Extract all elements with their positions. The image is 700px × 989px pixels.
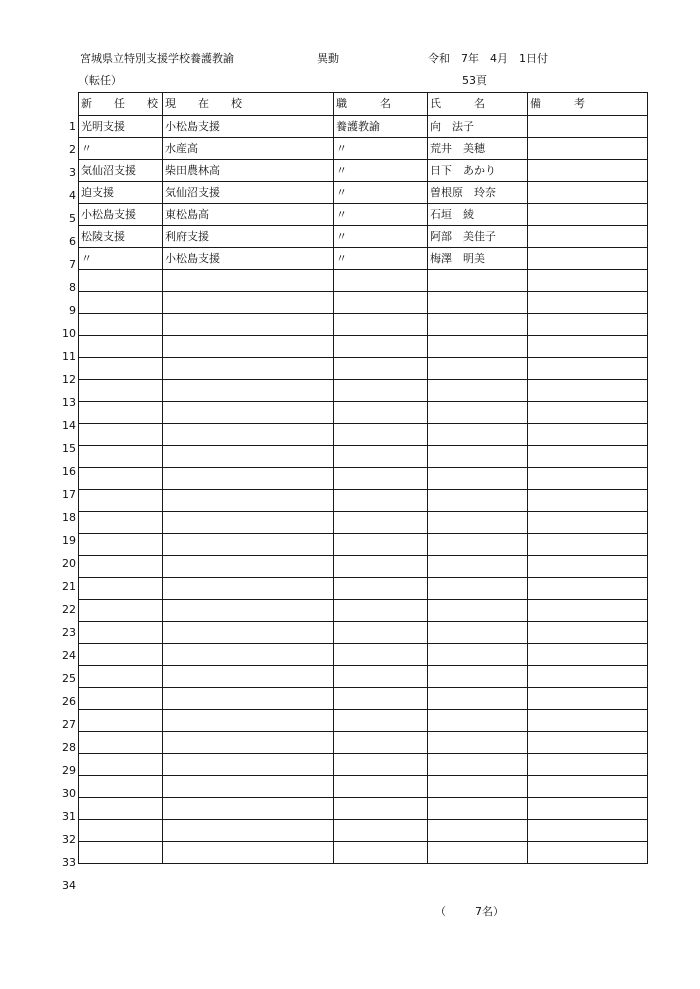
cell-position [334, 688, 428, 710]
cell-current-school: 水産高 [163, 138, 334, 160]
cell-position [334, 314, 428, 336]
cell-current-school [163, 380, 334, 402]
cell-note [528, 490, 648, 512]
table-row [79, 424, 648, 446]
cell-current-school [163, 534, 334, 556]
table-row [79, 710, 648, 732]
cell-name [428, 424, 528, 446]
cell-new-school [79, 732, 163, 754]
cell-new-school [79, 424, 163, 446]
cell-current-school [163, 644, 334, 666]
row-number: 21 [62, 580, 76, 593]
col-header-new-school: 新 任 校 [79, 93, 163, 116]
cell-new-school [79, 688, 163, 710]
cell-new-school [79, 578, 163, 600]
table-row [79, 402, 648, 424]
cell-note [528, 644, 648, 666]
cell-note [528, 446, 648, 468]
cell-note [528, 666, 648, 688]
cell-position [334, 776, 428, 798]
cell-name: 阿部 美佳子 [428, 226, 528, 248]
cell-new-school: 気仙沼支援 [79, 160, 163, 182]
cell-position: 〃 [334, 248, 428, 270]
table-row [79, 666, 648, 688]
cell-note [528, 468, 648, 490]
cell-current-school [163, 358, 334, 380]
table-row [79, 820, 648, 842]
cell-note [528, 732, 648, 754]
cell-new-school [79, 512, 163, 534]
cell-new-school [79, 336, 163, 358]
cell-new-school [79, 314, 163, 336]
cell-note [528, 270, 648, 292]
cell-position [334, 512, 428, 534]
cell-position [334, 578, 428, 600]
row-number: 24 [62, 649, 76, 662]
cell-name [428, 600, 528, 622]
cell-note [528, 622, 648, 644]
cell-note [528, 292, 648, 314]
transfer-category: （転任） [78, 74, 122, 87]
cell-current-school [163, 578, 334, 600]
row-number: 5 [69, 212, 76, 225]
cell-note [528, 798, 648, 820]
cell-name [428, 292, 528, 314]
cell-note [528, 226, 648, 248]
table-row [79, 226, 648, 248]
cell-position [334, 666, 428, 688]
cell-current-school [163, 424, 334, 446]
table-row [79, 842, 648, 864]
col-header-position: 職 名 [334, 93, 428, 116]
cell-new-school [79, 842, 163, 864]
table-row [79, 556, 648, 578]
cell-current-school [163, 270, 334, 292]
cell-new-school [79, 446, 163, 468]
cell-current-school [163, 600, 334, 622]
cell-note [528, 358, 648, 380]
cell-position: 〃 [334, 182, 428, 204]
cell-new-school [79, 600, 163, 622]
row-number: 15 [62, 442, 76, 455]
cell-note [528, 842, 648, 864]
cell-note [528, 512, 648, 534]
cell-new-school [79, 776, 163, 798]
table-row [79, 138, 648, 160]
row-number: 8 [69, 281, 76, 294]
cell-current-school: 気仙沼支援 [163, 182, 334, 204]
row-number: 2 [69, 143, 76, 156]
row-number: 12 [62, 373, 76, 386]
cell-note [528, 182, 648, 204]
table-row [79, 380, 648, 402]
table-row [79, 732, 648, 754]
cell-new-school [79, 270, 163, 292]
table-row [79, 248, 648, 270]
row-number: 29 [62, 764, 76, 777]
cell-new-school [79, 534, 163, 556]
cell-name [428, 842, 528, 864]
row-number: 4 [69, 189, 76, 202]
col-header-note: 備 考 [528, 93, 648, 116]
table-row [79, 600, 648, 622]
cell-new-school [79, 402, 163, 424]
cell-position [334, 270, 428, 292]
row-number: 14 [62, 419, 76, 432]
document-type: 異動 [317, 52, 339, 65]
cell-name: 曽根原 玲奈 [428, 182, 528, 204]
cell-note [528, 204, 648, 226]
row-number: 33 [62, 856, 76, 869]
cell-note [528, 402, 648, 424]
row-number: 16 [62, 465, 76, 478]
cell-new-school [79, 490, 163, 512]
cell-position: 〃 [334, 204, 428, 226]
col-header-current-school: 現 在 校 [163, 93, 334, 116]
row-number: 10 [62, 327, 76, 340]
table-row [79, 270, 648, 292]
cell-current-school [163, 446, 334, 468]
table-row [79, 358, 648, 380]
cell-position [334, 446, 428, 468]
cell-note [528, 248, 648, 270]
table-row [79, 622, 648, 644]
cell-note [528, 776, 648, 798]
cell-name [428, 402, 528, 424]
cell-note [528, 424, 648, 446]
cell-name [428, 336, 528, 358]
cell-current-school [163, 754, 334, 776]
cell-position [334, 336, 428, 358]
cell-current-school [163, 336, 334, 358]
cell-current-school [163, 490, 334, 512]
cell-current-school [163, 688, 334, 710]
table-row [79, 754, 648, 776]
cell-position [334, 820, 428, 842]
cell-new-school [79, 380, 163, 402]
cell-name [428, 666, 528, 688]
cell-name [428, 798, 528, 820]
table-row [79, 446, 648, 468]
row-number: 23 [62, 626, 76, 639]
cell-current-school [163, 666, 334, 688]
row-number: 18 [62, 511, 76, 524]
cell-new-school [79, 644, 163, 666]
cell-new-school [79, 556, 163, 578]
cell-position [334, 402, 428, 424]
total-count: 7名） [475, 905, 504, 918]
cell-name [428, 512, 528, 534]
cell-note [528, 754, 648, 776]
cell-position [334, 490, 428, 512]
cell-new-school: 〃 [79, 248, 163, 270]
cell-note [528, 556, 648, 578]
table-row [79, 468, 648, 490]
cell-name [428, 622, 528, 644]
cell-new-school: 迫支援 [79, 182, 163, 204]
cell-new-school [79, 820, 163, 842]
cell-position [334, 556, 428, 578]
row-number: 19 [62, 534, 76, 547]
cell-name [428, 556, 528, 578]
cell-name [428, 578, 528, 600]
cell-current-school: 利府支援 [163, 226, 334, 248]
table-row [79, 512, 648, 534]
cell-note [528, 116, 648, 138]
cell-note [528, 314, 648, 336]
table-row [79, 336, 648, 358]
cell-new-school [79, 292, 163, 314]
table-row [79, 578, 648, 600]
cell-name [428, 380, 528, 402]
cell-name [428, 468, 528, 490]
cell-current-school [163, 710, 334, 732]
cell-current-school [163, 776, 334, 798]
cell-current-school [163, 556, 334, 578]
cell-current-school: 柴田農林高 [163, 160, 334, 182]
cell-name [428, 270, 528, 292]
cell-position [334, 622, 428, 644]
cell-current-school [163, 512, 334, 534]
personnel-table [78, 92, 648, 864]
row-number: 20 [62, 557, 76, 570]
cell-new-school [79, 358, 163, 380]
cell-position [334, 600, 428, 622]
row-number: 6 [69, 235, 76, 248]
cell-position [334, 732, 428, 754]
effective-date: 令和 7年 4月 1日付 [428, 52, 548, 65]
cell-position [334, 424, 428, 446]
cell-name: 日下 あかり [428, 160, 528, 182]
cell-note [528, 380, 648, 402]
cell-name: 荒井 美穂 [428, 138, 528, 160]
cell-name [428, 776, 528, 798]
row-number: 28 [62, 741, 76, 754]
cell-new-school: 〃 [79, 138, 163, 160]
row-number: 7 [69, 258, 76, 271]
cell-note [528, 600, 648, 622]
cell-name [428, 446, 528, 468]
cell-current-school [163, 292, 334, 314]
cell-current-school: 小松島支援 [163, 248, 334, 270]
row-number: 22 [62, 603, 76, 616]
cell-name [428, 314, 528, 336]
cell-position [334, 468, 428, 490]
cell-name [428, 490, 528, 512]
table-row [79, 776, 648, 798]
cell-note [528, 138, 648, 160]
row-number: 26 [62, 695, 76, 708]
row-number: 17 [62, 488, 76, 501]
document-title: 宮城県立特別支援学校養護教諭 [80, 52, 234, 65]
cell-note [528, 336, 648, 358]
row-number: 11 [62, 350, 76, 363]
cell-position [334, 644, 428, 666]
cell-position [334, 380, 428, 402]
table-row [79, 160, 648, 182]
table-row [79, 116, 648, 138]
cell-name [428, 820, 528, 842]
row-number: 32 [62, 833, 76, 846]
row-number: 13 [62, 396, 76, 409]
cell-new-school [79, 622, 163, 644]
cell-new-school [79, 710, 163, 732]
table-row [79, 644, 648, 666]
row-number: 1 [69, 120, 76, 133]
cell-position [334, 710, 428, 732]
cell-note [528, 710, 648, 732]
cell-position: 〃 [334, 138, 428, 160]
cell-new-school: 小松島支援 [79, 204, 163, 226]
total-open-paren: （ [435, 905, 446, 918]
cell-name: 石垣 綾 [428, 204, 528, 226]
row-number: 30 [62, 787, 76, 800]
cell-current-school [163, 798, 334, 820]
cell-position: 養護教諭 [334, 116, 428, 138]
cell-position [334, 754, 428, 776]
table-row [79, 534, 648, 556]
cell-current-school [163, 820, 334, 842]
cell-position [334, 534, 428, 556]
cell-current-school: 小松島支援 [163, 116, 334, 138]
table-row [79, 798, 648, 820]
row-number: 34 [62, 879, 76, 892]
cell-current-school: 東松島高 [163, 204, 334, 226]
cell-new-school: 松陵支援 [79, 226, 163, 248]
cell-name [428, 710, 528, 732]
row-number-column [56, 115, 76, 897]
table-row [79, 688, 648, 710]
table-row [79, 182, 648, 204]
cell-position: 〃 [334, 160, 428, 182]
cell-position [334, 358, 428, 380]
cell-position [334, 842, 428, 864]
cell-note [528, 160, 648, 182]
col-header-name: 氏 名 [428, 93, 528, 116]
cell-name [428, 534, 528, 556]
page-number: 53頁 [462, 74, 487, 87]
cell-position: 〃 [334, 226, 428, 248]
table-row [79, 292, 648, 314]
cell-name: 梅澤 明美 [428, 248, 528, 270]
cell-position [334, 292, 428, 314]
cell-current-school [163, 402, 334, 424]
cell-note [528, 688, 648, 710]
cell-current-school [163, 314, 334, 336]
cell-new-school [79, 798, 163, 820]
cell-name [428, 754, 528, 776]
cell-current-school [163, 468, 334, 490]
row-number: 25 [62, 672, 76, 685]
cell-note [528, 578, 648, 600]
row-number: 9 [69, 304, 76, 317]
table-row [79, 204, 648, 226]
cell-note [528, 820, 648, 842]
row-number: 27 [62, 718, 76, 731]
cell-name [428, 358, 528, 380]
cell-new-school [79, 666, 163, 688]
cell-name [428, 688, 528, 710]
cell-new-school: 光明支援 [79, 116, 163, 138]
table-header-row [79, 93, 648, 116]
row-number: 3 [69, 166, 76, 179]
cell-name [428, 644, 528, 666]
cell-name: 向 法子 [428, 116, 528, 138]
cell-name [428, 732, 528, 754]
table-row [79, 490, 648, 512]
row-number: 31 [62, 810, 76, 823]
cell-current-school [163, 732, 334, 754]
cell-current-school [163, 842, 334, 864]
cell-position [334, 798, 428, 820]
cell-new-school [79, 468, 163, 490]
table-row [79, 314, 648, 336]
cell-note [528, 534, 648, 556]
cell-current-school [163, 622, 334, 644]
cell-new-school [79, 754, 163, 776]
